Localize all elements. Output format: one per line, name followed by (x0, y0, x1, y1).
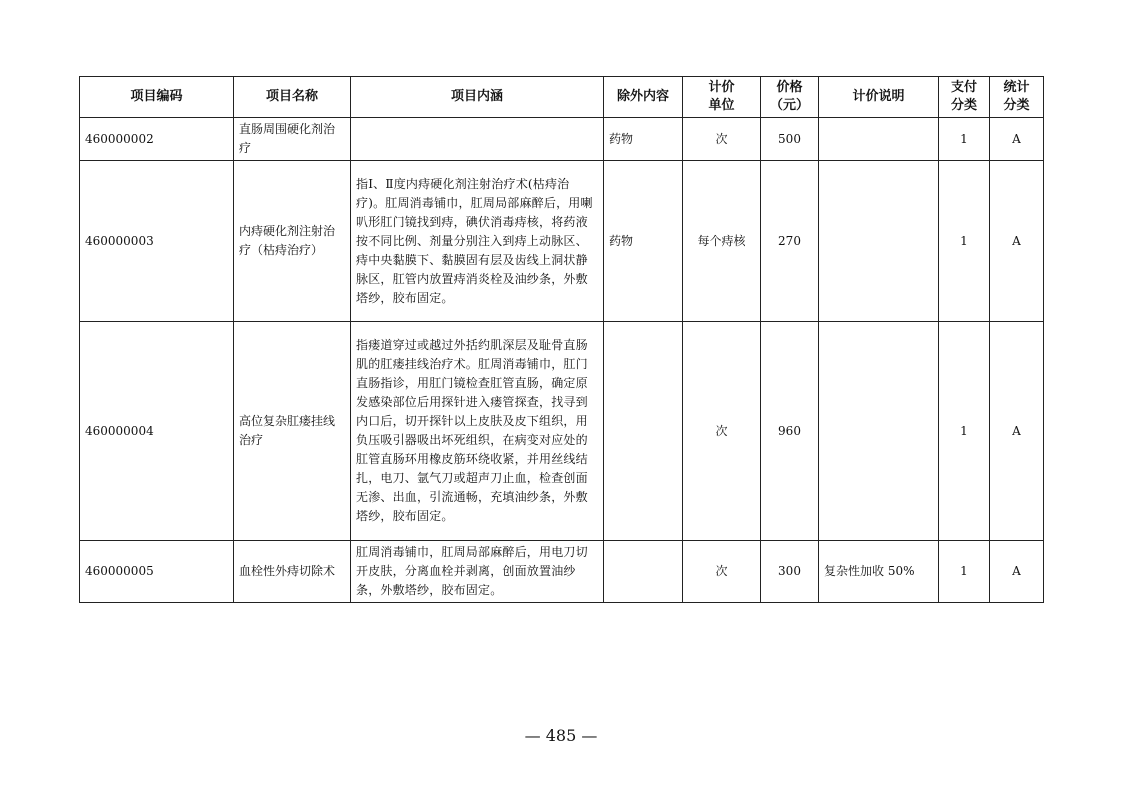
table-row (80, 541, 1044, 603)
header-row (80, 77, 1044, 118)
header-content: 项目内涵 (351, 77, 604, 118)
cell-note: 复杂性加收 50% (819, 541, 939, 603)
cell-price: 300 (761, 541, 819, 603)
header-price-line2: （元） (769, 98, 809, 113)
cell-exclusion: 药物 (604, 161, 683, 322)
cell-stat: A (990, 322, 1044, 541)
cell-pay: 1 (939, 161, 990, 322)
cell-price: 500 (761, 118, 819, 161)
table-row (80, 161, 1044, 322)
cell-pay: 1 (939, 118, 990, 161)
header-price (761, 77, 819, 118)
cell-code: 460000002 (80, 118, 234, 161)
cell-content: 指Ⅰ、Ⅱ度内痔硬化剂注射治疗术(枯痔治疗)。肛周消毒铺巾，肛周局部麻醉后，用喇叭形肛门镜找到痔，碘伏消毒痔核，将药液按不同比例、剂量分别注入到痔上动脉区、痔中央黏膜下、黏膜固有层及齿线上洞状静脉区，肛管内放置痔消炎栓及油纱条，外敷塔纱，胶布固定。 (351, 161, 604, 322)
cell-pay: 1 (939, 322, 990, 541)
cell-code: 460000003 (80, 161, 234, 322)
cell-name: 高位复杂肛瘘挂线治疗 (234, 322, 351, 541)
cell-unit: 次 (683, 118, 761, 161)
header-code: 项目编码 (80, 77, 234, 118)
header-stat-line1: 统计 (1003, 80, 1030, 95)
cell-pay: 1 (939, 541, 990, 603)
cell-stat: A (990, 118, 1044, 161)
header-unit (683, 77, 761, 118)
cell-name: 内痔硬化剂注射治疗（枯痔治疗） (234, 161, 351, 322)
cell-exclusion (604, 541, 683, 603)
cell-content: 肛周消毒铺巾，肛周局部麻醉后，用电刀切开皮肤，分离血栓并剥离，创面放置油纱条，外敷塔纱，胶布固定。 (351, 541, 604, 603)
header-pay-line2: 分类 (950, 98, 977, 113)
header-unit-line2: 单位 (708, 98, 735, 113)
header-note: 计价说明 (819, 77, 939, 118)
table-row (80, 322, 1044, 541)
cell-stat: A (990, 541, 1044, 603)
cell-note (819, 161, 939, 322)
table-row (80, 118, 1044, 161)
cell-note (819, 118, 939, 161)
header-stat-line2: 分类 (1003, 98, 1030, 113)
header-pay (939, 77, 990, 118)
header-stat (990, 77, 1044, 118)
cell-content (351, 118, 604, 161)
header-exclusion: 除外内容 (604, 77, 683, 118)
cell-unit: 次 (683, 541, 761, 603)
header-name: 项目名称 (234, 77, 351, 118)
cell-exclusion: 药物 (604, 118, 683, 161)
cell-unit: 次 (683, 322, 761, 541)
page-number: — 485 — (524, 726, 598, 745)
header-pay-line1: 支付 (950, 80, 977, 95)
cell-note (819, 322, 939, 541)
price-table (79, 76, 1044, 603)
cell-price: 270 (761, 161, 819, 322)
header-unit-line1: 计价 (708, 80, 735, 95)
cell-price: 960 (761, 322, 819, 541)
cell-name: 血栓性外痔切除术 (234, 541, 351, 603)
cell-code: 460000004 (80, 322, 234, 541)
cell-unit: 每个痔核 (683, 161, 761, 322)
cell-content: 指瘘道穿过或越过外括约肌深层及耻骨直肠肌的肛瘘挂线治疗术。肛周消毒铺巾，肛门直肠指诊，用肛门镜检查肛管直肠，确定原发感染部位后用探针进入瘘管探查，找寻到内口后，切开探针以上皮肤及皮下组织，用负压吸引器吸出坏死组织，在病变对应处的肛管直肠环用橡皮筋环绕收紧，并用丝线结扎，电刀、氩气刀或超声刀止血，检查创面无渗、出血，引流通畅，充填油纱条，外敷塔纱，胶布固定。 (351, 322, 604, 541)
cell-stat: A (990, 161, 1044, 322)
cell-code: 460000005 (80, 541, 234, 603)
cell-name: 直肠周围硬化剂治疗 (234, 118, 351, 161)
cell-exclusion (604, 322, 683, 541)
header-price-line1: 价格 (776, 80, 803, 95)
